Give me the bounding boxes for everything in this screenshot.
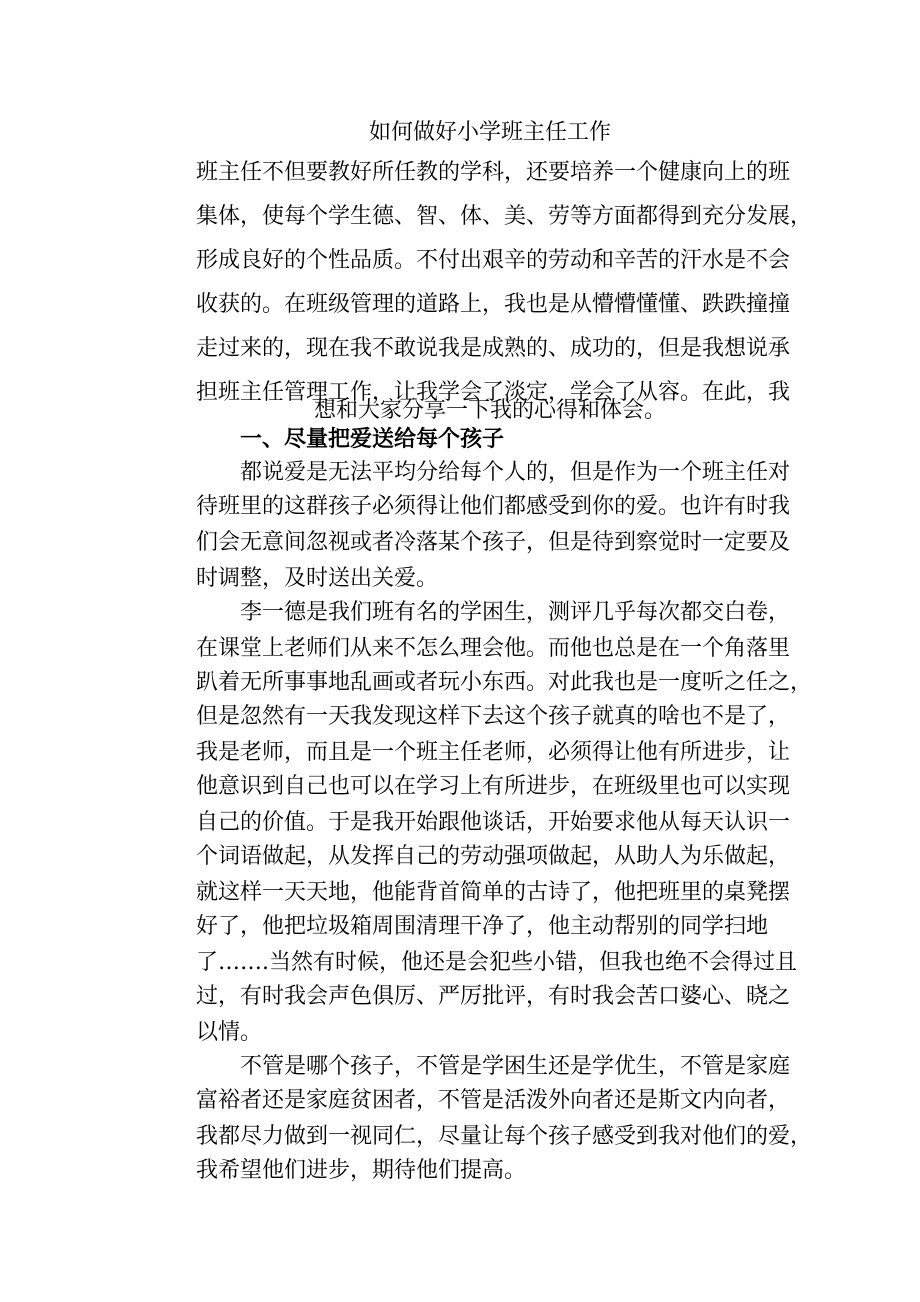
para2-line-8: 个词语做起，从发挥自己的劳动强项做起，从助人为乐做起， [196,844,791,869]
intro-line-5: 走过来的，现在我不敢说我是成熟的、成功的，但是我想说承 [196,336,791,361]
para1-line-3: 们会无意间忽视或者冷落某个孩子，但是待到察觉时一定要及 [196,530,791,555]
para3-line-3: 我都尽力做到一视同仁，尽量让每个孩子感受到我对他们的爱， [196,1124,813,1149]
intro-line-3: 形成良好的个性品质。不付出艰辛的劳动和辛苦的汗水是不会 [196,248,791,273]
intro-line-1: 班主任不但要教好所任教的学科，还要培养一个健康向上的班 [196,160,791,185]
para2-line-2: 在课堂上老师们从来不怎么理会他。而他也总是在一个角落里 [196,636,791,661]
intro-line-6: 担班主任管理工作，让我学会了淡定，学会了从容。在此，我 [196,380,791,405]
para2-line-6: 他意识到自己也可以在学习上有所进步，在班级里也可以实现 [196,774,791,799]
para3-line-1: 不管是哪个孩子，不管是学困生还是学优生，不管是家庭 [240,1054,791,1079]
para2-line-9: 就这样一天天地，他能背首简单的古诗了，他把班里的桌凳摆 [196,880,791,905]
para2-line-1: 李一德是我们班有名的学困生，测评几乎每次都交白卷， [240,600,791,625]
para3-line-4: 我希望他们进步，期待他们提高。 [196,1158,527,1183]
section-1-heading: 一、尽量把爱送给每个孩子 [240,426,505,452]
para2-line-11: 了…….当然有时候，他还是会犯些小错，但我也绝不会得过且 [196,950,797,975]
document-title: 如何做好小学班主任工作 [368,120,611,145]
para2-line-5: 我是老师，而且是一个班主任老师，必须得让他有所进步，让 [196,740,791,765]
para2-line-12: 过，有时我会声色俱厉、严厉批评，有时我会苦口婆心、晓之 [196,984,791,1009]
para1-line-1: 都说爱是无法平均分给每个人的，但是作为一个班主任对 [240,460,791,485]
intro-line-4: 收获的。在班级管理的道路上，我也是从懵懵懂懂、跌跌撞撞 [196,292,791,317]
para2-line-10: 好了，他把垃圾箱周围清理干净了，他主动帮别的同学扫地 [196,914,769,939]
para2-line-13: 以情。 [196,1020,263,1045]
intro-line-7: 想和大家分享一下我的心得和体会。 [314,398,667,423]
para1-line-2: 待班里的这群孩子必须得让他们都感受到你的爱。也许有时我 [196,494,791,519]
para3-line-2: 富裕者还是家庭贫困者，不管是活泼外向者还是斯文内向者， [196,1088,791,1113]
intro-line-2: 集体，使每个学生德、智、体、美、劳等方面都得到充分发展， [196,204,813,229]
para2-line-7: 自己的价值。于是我开始跟他谈话，开始要求他从每天认识一 [196,810,791,835]
para2-line-4: 但是忽然有一天我发现这样下去这个孩子就真的啥也不是了， [196,704,791,729]
para2-line-3: 趴着无所事事地乱画或者玩小东西。对此我也是一度听之任之， [196,670,813,695]
para1-line-4: 时调整，及时送出关爱。 [196,566,439,591]
